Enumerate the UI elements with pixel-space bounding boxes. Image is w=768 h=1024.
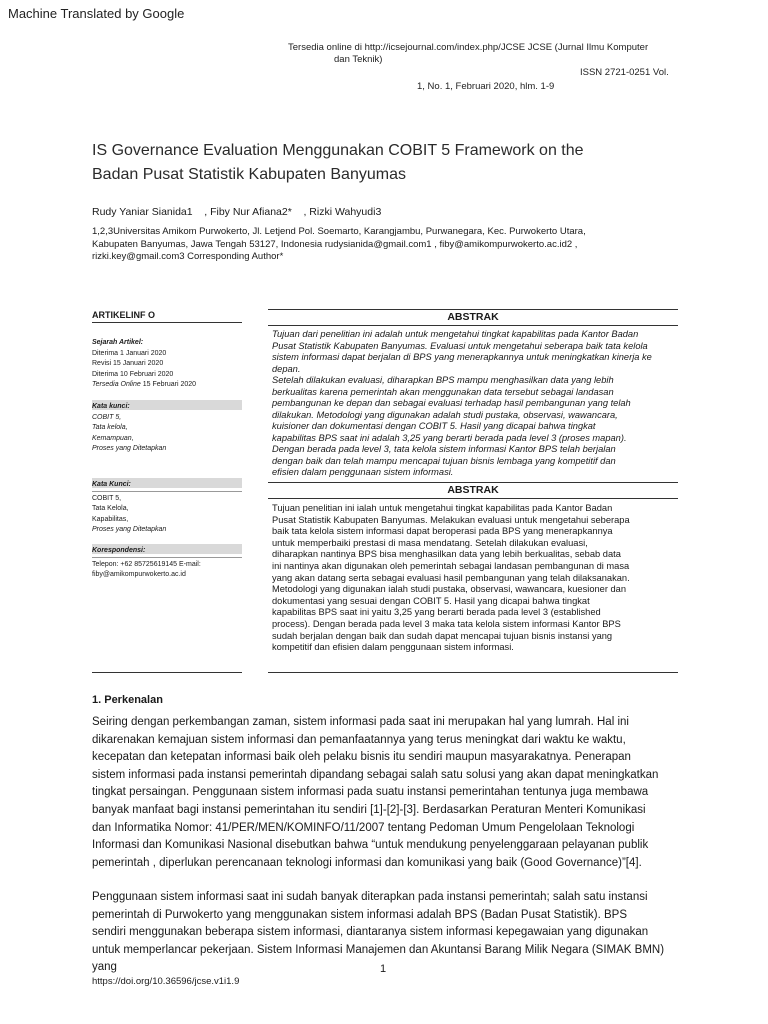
online-date: 15 Februari 2020 (140, 381, 197, 388)
affiliation-line-3: rizki.key@gmail.com3 Corresponding Author* (92, 251, 284, 262)
keyword: COBIT 5, (92, 413, 122, 421)
correspondence-phone: Telepon: +62 85725619145 E-mail: (92, 560, 201, 568)
correspondence-email: fiby@amikompurwokerto.ac.id (92, 571, 186, 578)
abstract-line: kapabilitas BPS saat ini adalah 3,25 yang berarti berada pada level 3 (proses mapan). (272, 432, 627, 443)
body-line: Penggunaan sistem informasi saat ini sudah banyak diterapkan pada instansi pemerintah; salah satu instansi (92, 891, 648, 903)
paper-title (92, 139, 682, 187)
history-received: Diterima 1 Januari 2020 (92, 349, 167, 357)
paper-title-line-1: IS Governance Evaluation Menggunakan COBIT 5 Framework on the (92, 142, 584, 159)
keyword: Kemampuan, (92, 434, 134, 442)
abstract-line: yang akan datang serta sebagai evaluasi hasil pembangunan yang telah dilaksanakan. (272, 572, 630, 583)
article-info-heading: ARTIKELINF O (92, 310, 242, 323)
body-line: untuk memperlancar pekerjaan. Sistem Informasi Manajemen dan Akuntansi Barang Milik Negara (SIMAK BMN) yang (92, 943, 665, 974)
section-heading: 1. Perkenalan (92, 694, 163, 706)
body-line: pemerintah di Purwokerto yang menggunakan sistem informasi adalah BPS (Badan Pusat Statistik). BPS (92, 908, 628, 921)
abstract-line: Pusat Statistik Kabupaten Banyumas. Evaluasi untuk mengetahui seberapa baik tata kelola (272, 340, 648, 351)
doi-link[interactable]: https://doi.org/10.36596/jcse.v1i1.9 (92, 976, 240, 987)
abstract-top-rule (268, 309, 678, 310)
abstract-line: dengan baik dan telah mampu mencapai tujuan bisnis lembaga yang kompetitif dan (272, 455, 616, 466)
sidebar-bottom-rule (92, 672, 242, 673)
abstract-line: berkualitas karena pemerintah akan menggunakan data tersebut sebagai landasan (272, 386, 614, 397)
history-label: Sejarah Artikel: (92, 339, 144, 346)
abstract-line: process). Dengan berada pada level 3 maka tata kelola sistem informasi Kantor BPS (272, 618, 621, 629)
keywords-indonesian (92, 480, 242, 536)
body-line: banyak manfaat bagi instansi pemerintahan itu sendiri [1]-[2]-[3]. Berdasarkan Peraturan Menteri Komunikasi (92, 803, 646, 816)
history-online (92, 380, 242, 391)
journal-issn: ISSN 2721-0251 Vol. (580, 67, 669, 78)
abstract-line: Tujuan dari penelitian ini adalah untuk mengetahui tingkat kapabilitas pada Kantor Badan (272, 329, 639, 339)
body-paragraph-1 (92, 714, 692, 872)
body-line: dan Informatika Nomor: 41/PER/MEN/KOMINFO/11/2007 tentang Pedoman Umum Pengelolaan Teknologi (92, 821, 635, 834)
abstract-heading-1: ABSTRAK (447, 311, 499, 323)
abstract-line: dilakukan. Metodologi yang digunakan adalah studi pustaka, observasi, wawancara, (272, 409, 618, 420)
keyword: Tata kelola, (92, 424, 128, 431)
correspondence (92, 546, 242, 581)
abstract-line: efisien dalam penggunaan sistem informasi. (272, 467, 454, 477)
abstract-text-1 (272, 329, 676, 479)
body-line: Informasi dan Komunikasi Nasional disebutkan bahwa “untuk mendukung penyelenggaraan pelayanan publik (92, 839, 649, 852)
abstract-heading-rule (268, 325, 678, 326)
abstract-line: diharapkan nantinya BPS bisa menghasilkan data yang lebih berkualitas, sebab data (272, 549, 621, 560)
abstract-line: kompetitif dan efisien dalam penggunaan sistem informasi. (272, 642, 514, 653)
body-line: sistem informasi pada instansi pemerintah dipandang sebagai salah satu solusi yang akan dapat meningkatkan (92, 768, 659, 781)
abstract-line: Pusat Statistik Kabupaten Banyumas. Melakukan evaluasi untuk mengetahui seberapa (272, 514, 630, 525)
body-line: pemerintah , diperlukan perencanaan teknologi informasi dan komunikasi yang baik (Good Governance)”[4]. (92, 856, 642, 869)
keyword: Kapabilitas, (92, 515, 129, 523)
article-history (92, 338, 242, 391)
abstract-line: kuisioner dan dokumentasi dengan COBIT 5. Hasil yang dicapai bahwa tingkat (272, 421, 596, 431)
online-label: Tersedia Online (92, 381, 141, 388)
abstract-line: sistem informasi dapat berjalan di BPS yang menerapkannya untuk meningkatkan kinerja ke depan. (272, 352, 652, 374)
abstract-line: untuk memperbaiki prestasi di masa mendatang. Setelah dilakukan evaluasi, (272, 537, 588, 548)
keyword: Proses yang Ditetapkan (92, 445, 167, 452)
paper-title-line-2: Badan Pusat Statistik Kabupaten Banyumas (92, 166, 406, 183)
machine-translation-banner: Machine Translated by Google (8, 6, 185, 21)
author-affiliation (92, 226, 692, 264)
abstract-line: baik tata kelola sistem informasi dapat beroperasi pada BPS yang menerapkannya (272, 526, 613, 537)
keywords-label: Kata kunci: (92, 403, 130, 410)
abstract-text-2 (272, 503, 676, 654)
affiliation-line-2: Kabupaten Banyumas, Jawa Tengah 53127, Indonesia rudysianida@gmail.com1 , fiby@amikompurwokerto.ac.id2 , (92, 238, 578, 250)
body-paragraph-2 (92, 889, 692, 977)
body-line: sendiri menggunakan beberapa sistem informasi, diantaranya sistem informasi kepegawaian yang digunakan (92, 926, 649, 939)
journal-availability-line: Tersedia online di http://icsejournal.com/index.php/JCSE JCSE (Jurnal Ilmu Komputer (288, 42, 649, 53)
body-line: tingkat persaingan. Penggunaan sistem informasi pada suatu instansi pemerintahan tentunya juga membawa (92, 786, 649, 799)
paper-authors: Rudy Yaniar Sianida1 , Fiby Nur Afiana2* , Rizki Wahyudi3 (92, 206, 382, 218)
abstract-line: ini nantinya akan digunakan oleh pemerintah sebagai landasan pembangunan di masa (272, 560, 630, 571)
keywords-english (92, 402, 242, 455)
body-line: dikarenakan kemajuan sistem informasi dan pemanfaatannya yang terus meningkat dari waktu ke waktu, (92, 733, 626, 746)
history-accepted: Diterima 10 Februari 2020 (92, 370, 174, 378)
abstract-heading-2: ABSTRAK (447, 484, 499, 496)
abstract2-top-rule (268, 482, 678, 483)
abstract-line: sudah berjalan dengan baik dan sudah dapat mencapai tujuan bisnis instansi yang (272, 630, 613, 641)
journal-name-continuation: dan Teknik) (334, 54, 383, 65)
body-line: kecepatan dan ketepatan informasi baik oleh pelaku bisnis itu sendiri maupun masyarakatnya. Penerapan (92, 751, 631, 764)
abstract-line: Setelah dilakukan evaluasi, diharapkan BPS mampu menghasilkan data yang lebih (272, 375, 614, 385)
abstract-line: pembangunan ke depan dan sebagai evaluasi terhadap hasil pembangunan yang telah (272, 398, 631, 408)
journal-issue: 1, No. 1, Februari 2020, hlm. 1-9 (417, 81, 555, 92)
abstract-bottom-rule (268, 672, 678, 673)
affiliation-line-1: 1,2,3Universitas Amikom Purwokerto, Jl. Letjend Pol. Soemarto, Karangjambu, Purwanegara, Kec. Purwokerto Utara, (92, 226, 586, 237)
abstract-line: kapabilitas BPS saat ini yaitu 3,25 yang berarti berada pada level 3 (established (272, 607, 601, 618)
abstract-line: Tujuan penelitian ini ialah untuk mengetahui tingkat kapabilitas pada Kantor Badan (272, 503, 613, 513)
page-number: 1 (380, 963, 387, 975)
keyword: COBIT 5, (92, 494, 122, 502)
keyword: Tata Kelola, (92, 505, 129, 512)
keyword: Proses yang Ditetapkan (92, 526, 167, 533)
history-revised: Revisi 15 Januari 2020 (92, 360, 164, 367)
abstract-line: Dengan berada pada level 3, tata kelola sistem informasi Kantor BPS telah berjalan (272, 444, 616, 454)
abstract-line: dokumentasi yang sesuai dengan COBIT 5. Hasil yang dicapai bahwa tingkat (272, 595, 590, 606)
correspondence-label: Korespondensi: (92, 546, 242, 558)
abstract2-heading-rule (268, 498, 678, 499)
body-line: Seiring dengan perkembangan zaman, sistem informasi pada saat ini merupakan hal yang lumrah. Hal ini (92, 716, 629, 728)
abstract-line: Metodologi yang digunakan ialah studi pustaka, observasi, wawancara, kuesioner dan (272, 584, 627, 595)
keywords-label-2: Kata Kunci: (92, 480, 242, 492)
